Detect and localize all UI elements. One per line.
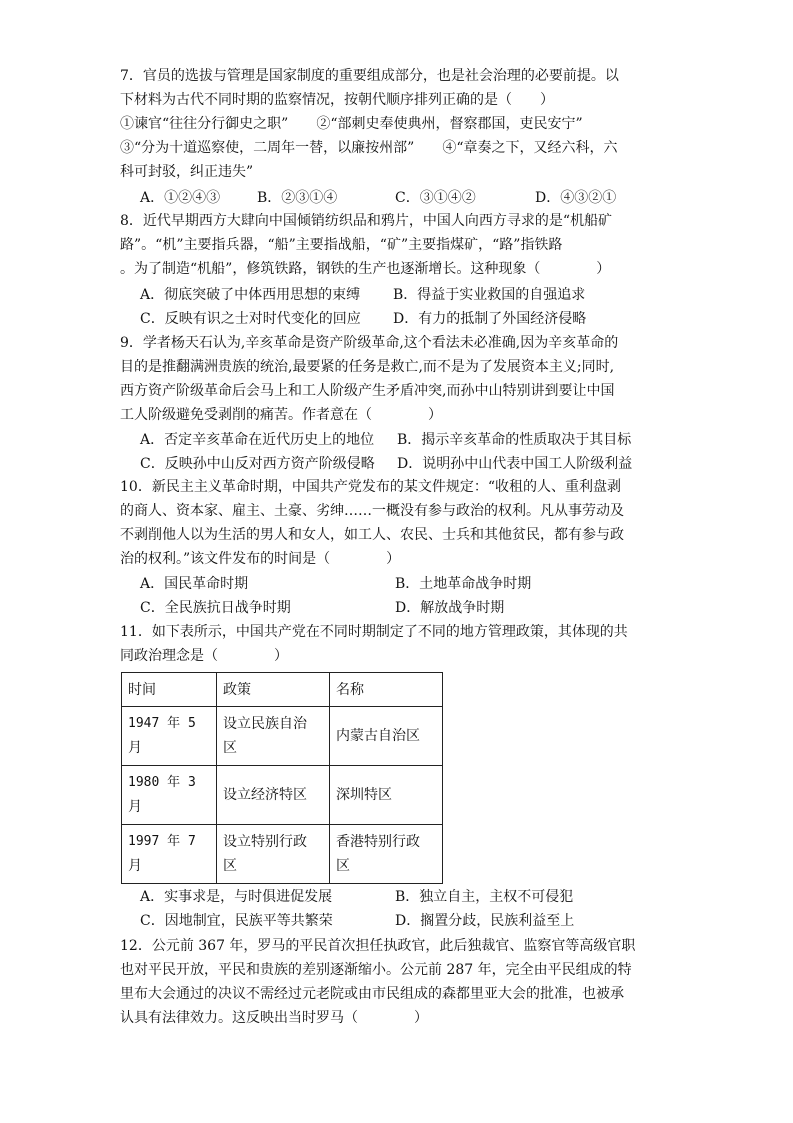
table-header-row — [122, 673, 443, 707]
q7-option-a: A．①②④③ — [140, 190, 221, 206]
table-cell-time: 1997 年 7 月 — [122, 825, 217, 884]
q7-line-1: 7．官员的选拔与管理是国家制度的重要组成部分，也是社会治理的必要前提。以 — [120, 68, 619, 84]
policy-table — [121, 672, 443, 884]
q12-line-4: 认具有法律效力。这反映出当时罗马（ ） — [120, 1010, 428, 1026]
q8-option-d: D．有力的抵制了外国经济侵略 — [393, 311, 587, 327]
q9-line-1: 9．学者杨天石认为,辛亥革命是资产阶级革命,这个看法未必准确,因为辛亥革命的 — [120, 335, 619, 351]
q10-option-a: A．国民革命时期 — [140, 576, 249, 592]
table-cell-time: 1947 年 5 月 — [122, 707, 217, 766]
q12-line-2: 也对平民开放，平民和贵族的差别逐渐缩小。公元前 287 年，完全由平民组成的特 — [120, 962, 632, 978]
q7-option-d: D．④③②① — [535, 190, 617, 206]
q11-option-b: B．独立自主，主权不可侵犯 — [395, 889, 574, 905]
q7-line-2: 下材料为古代不同时期的监察情况，按朝代顺序排列正确的是（ ） — [120, 92, 554, 108]
q10-option-b: B．土地革命战争时期 — [395, 576, 532, 592]
q9-option-b: B．揭示辛亥革命的性质取决于其目标 — [397, 432, 632, 448]
q8-line-2: 路”。“机”主要指兵器，“船”主要指战船，“矿”主要指煤矿，“路”指铁路 — [120, 237, 563, 253]
q7-line-3: ①谏官“往往分行御史之职” ②“部刺史奉使典州，督察郡国，吏民安宁” — [120, 116, 583, 132]
q11-option-c: C．因地制宜，民族平等共繁荣 — [140, 913, 333, 929]
table-cell-name: 深圳特区 — [330, 766, 443, 825]
q10-line-3: 不剥削他人以为生活的男人和女人，如工人、农民、士兵和其他贫民，都有参与政 — [120, 527, 624, 543]
q10-option-c: C．全民族抗日战争时期 — [140, 600, 291, 616]
q8-option-c: C．反映有识之士对时代变化的回应 — [140, 311, 361, 327]
q11-option-d: D．搁置分歧，民族利益至上 — [395, 913, 575, 929]
q11-line-2: 同政治理念是（ ） — [120, 648, 288, 664]
q9-option-d: D．说明孙中山代表中国工人阶级利益 — [397, 456, 633, 472]
table-cell-time: 1980 年 3 月 — [122, 766, 217, 825]
q9-option-c: C．反映孙中山反对西方资产阶级侵略 — [140, 456, 375, 472]
q12-line-3: 里布大会通过的决议不需经过元老院或由市民组成的森都里亚大会的批准，也被承 — [120, 986, 624, 1002]
q9-option-a: A．否定辛亥革命在近代历史上的地位 — [140, 432, 375, 448]
table-cell-policy: 设立特别行政 区 — [217, 825, 330, 884]
q10-line-1: 10．新民主主义革命时期，中国共产党发布的某文件规定：“收租的人、重利盘剥 — [120, 479, 621, 495]
table-cell-policy: 设立经济特区 — [217, 766, 330, 825]
table-header-cell: 时间 — [122, 673, 217, 707]
q12-line-1: 12．公元前 367 年，罗马的平民首次担任执政官，此后独裁官、监察官等高级官职 — [120, 938, 636, 954]
q7-line-4: ③“分为十道巡察使，二周年一替，以廉按州部” ④“章奏之下，又经六科，六 — [120, 140, 618, 156]
table-row — [122, 825, 443, 884]
q8-option-b: B．得益于实业救国的自强追求 — [393, 287, 586, 303]
q10-line-2: 的商人、资本家、雇主、土豪、劣绅……一概没有参与政治的权利。凡从事劳动及 — [120, 503, 624, 519]
q8-line-1: 8．近代早期西方大肆向中国倾销纺织品和鸦片，中国人向西方寻求的是“机船矿 — [120, 213, 613, 229]
table-header-cell: 政策 — [217, 673, 330, 707]
q11-option-a: A．实事求是，与时俱进促发展 — [140, 889, 333, 905]
q10-line-4: 治的权利。”该文件发布的时间是（ ） — [120, 551, 401, 567]
table-header-cell: 名称 — [330, 673, 443, 707]
table-cell-policy: 设立民族自治 区 — [217, 707, 330, 766]
q7-option-b: B．②③①④ — [257, 190, 338, 206]
table-cell-name: 内蒙古自治区 — [330, 707, 443, 766]
q11-line-1: 11．如下表所示，中国共产党在不同时期制定了不同的地方管理政策，其体现的共 — [120, 624, 628, 640]
q7-option-c: C．③①④② — [395, 190, 476, 206]
q8-option-a: A．彻底突破了中体西用思想的束缚 — [140, 287, 361, 303]
q7-line-5: 科可封驳，纠正违失” — [120, 164, 254, 180]
q9-line-3: 西方资产阶级革命后会马上和工人阶级产生矛盾冲突,而孙中山特别讲到要让中国 — [120, 383, 615, 399]
q9-line-2: 目的是推翻满洲贵族的统治,最要紧的任务是救亡,而不是为了发展资本主义;同时, — [120, 359, 615, 375]
q8-line-3: 。为了制造“机船”，修筑铁路，钢铁的生产也逐渐增长。这种现象（ ） — [120, 261, 611, 277]
table-cell-name: 香港特别行政 区 — [330, 825, 443, 884]
table-row — [122, 707, 443, 766]
q10-option-d: D．解放战争时期 — [395, 600, 505, 616]
q9-line-4: 工人阶级避免受剥削的痛苦。作者意在（ ） — [120, 407, 442, 423]
table-row — [122, 766, 443, 825]
